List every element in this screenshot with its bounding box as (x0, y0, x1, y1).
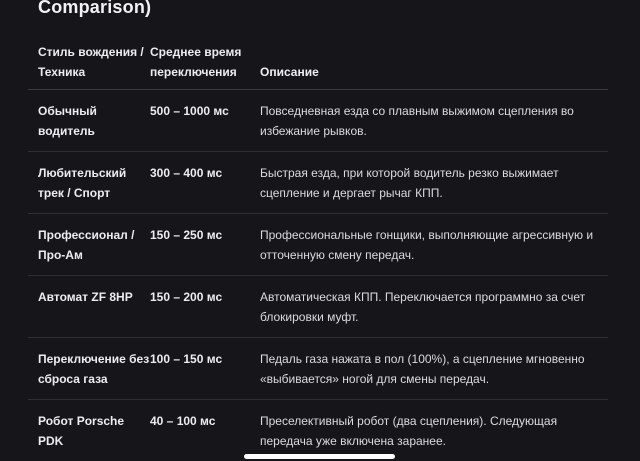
table-row (28, 152, 608, 214)
header-cell-style: Стиль вождения / Техника (28, 36, 150, 90)
row-description: Быстрая езда, при которой водитель резко выжимает сцепление и дергает рычаг КПП. (260, 152, 608, 214)
row-description: Педаль газа нажата в пол (100%), а сцепление мгновенно «выбивается» ногой для смены передач. (260, 338, 608, 400)
row-description: Профессиональные гонщики, выполняющие агрессивную и отточенную смену передач. (260, 214, 608, 276)
row-technique: Робот Porsche PDK (28, 400, 150, 461)
row-technique: Любительский трек / Спорт (28, 152, 150, 214)
row-technique: Переключение без сброса газа (28, 338, 150, 400)
home-indicator[interactable] (244, 454, 395, 459)
row-shift-time: 150 – 250 мс (150, 214, 260, 276)
table-row (28, 400, 608, 461)
table-row (28, 338, 608, 400)
section-heading: Comparison) (38, 0, 151, 18)
row-technique: Автомат ZF 8HP (28, 276, 150, 338)
row-shift-time: 100 – 150 мс (150, 338, 260, 400)
row-technique: Профессионал / Про-Ам (28, 214, 150, 276)
table-row (28, 90, 608, 152)
row-shift-time: 40 – 100 мс (150, 400, 260, 461)
row-description: Автоматическая КПП. Переключается программно за счет блокировки муфт. (260, 276, 608, 338)
header-cell-time: Среднее время переключения (150, 36, 260, 90)
row-description: Повседневная езда со плавным выжимом сцепления во избежание рывков. (260, 90, 608, 152)
row-technique: Обычный водитель (28, 90, 150, 152)
table-header-row (28, 36, 608, 90)
table-row (28, 276, 608, 338)
header-cell-description: Описание (260, 36, 608, 90)
row-shift-time: 300 – 400 мс (150, 152, 260, 214)
row-shift-time: 500 – 1000 мс (150, 90, 260, 152)
row-shift-time: 150 – 200 мс (150, 276, 260, 338)
row-description: Преселективный робот (два сцепления). Следующая передача уже включена заранее. (260, 400, 608, 461)
table-row (28, 214, 608, 276)
comparison-table (28, 36, 608, 461)
